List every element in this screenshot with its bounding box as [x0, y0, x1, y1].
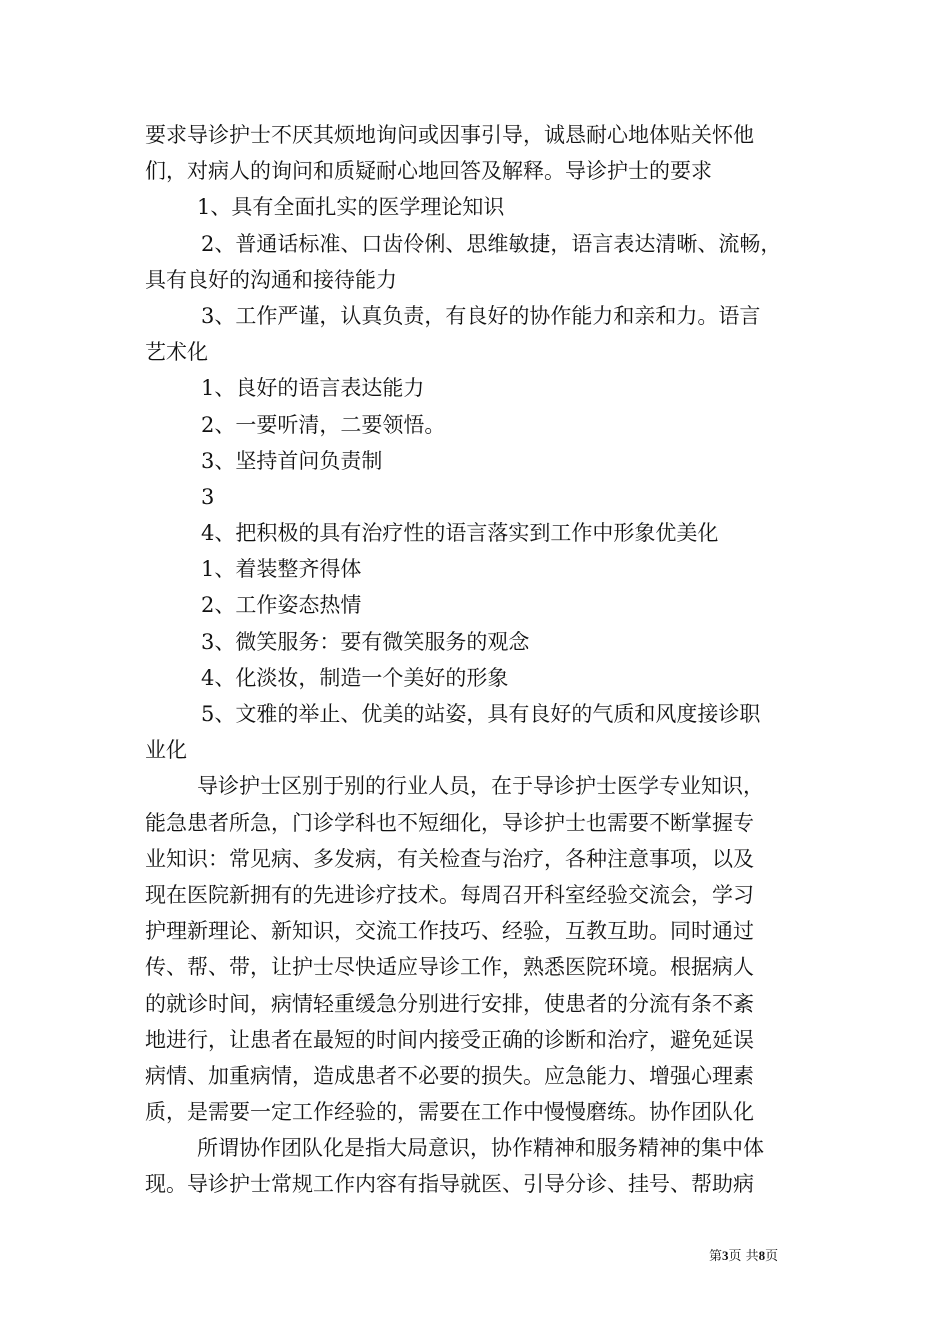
text-line: 现在医院新拥有的先进诊疗技术。每周召开科室经验交流会，学习	[145, 882, 754, 907]
text-line: 地进行，让患者在最短的时间内接受正确的诊断和治疗，避免延误	[145, 1027, 754, 1052]
text-line: 业知识：常见病、多发病，有关检查与治疗，各种注意事项，以及	[145, 846, 754, 871]
text-line: 2、普通话标准、口齿伶俐、思维敏捷，语言表达清晰、流畅，	[201, 231, 782, 256]
text-line: 1、具有全面扎实的医学理论知识	[197, 195, 505, 220]
text-line: 1、着装整齐得体	[201, 557, 362, 582]
text-line: 所谓协作团队化是指大局意识，协作精神和服务精神的集中体	[197, 1136, 764, 1161]
text-line: 的就诊时间，病情轻重缓急分别进行安排，使患者的分流有条不紊	[145, 991, 754, 1016]
footer-middle: 页 共	[728, 1249, 759, 1264]
text-line: 3、工作严谨，认真负责，有良好的协作能力和亲和力。语言	[201, 303, 761, 328]
text-line: 能急患者所急，门诊学科也不短细化，导诊护士也需要不断掌握专	[145, 810, 754, 835]
text-line: 具有良好的沟通和接待能力	[145, 267, 397, 292]
text-line: 3、微笑服务：要有微笑服务的观念	[201, 629, 530, 654]
total-pages-number: 8	[758, 1248, 766, 1263]
text-line: 1、良好的语言表达能力	[201, 376, 425, 401]
text-line: 病情、加重病情，造成患者不必要的损失。应急能力、增强心理素	[145, 1063, 754, 1088]
text-line: 现。导诊护士常规工作内容有指导就医、引导分诊、挂号、帮助病	[145, 1172, 754, 1197]
text-line: 4、把积极的具有治疗性的语言落实到工作中形象优美化	[201, 521, 719, 546]
text-line: 3、坚持首问负责制	[201, 448, 383, 473]
text-line: 导诊护士区别于别的行业人员，在于导诊护士医学专业知识，	[197, 774, 764, 799]
footer-prefix: 第	[709, 1249, 723, 1264]
text-line: 艺术化	[145, 340, 208, 365]
text-line: 们，对病人的询问和质疑耐心地回答及解释。导诊护士的要求	[145, 159, 712, 184]
text-line: 要求导诊护士不厌其烦地询问或因事引导，诚恳耐心地体贴关怀他	[145, 123, 754, 147]
body-text	[145, 117, 825, 1203]
text-line: 传、帮、带，让护士尽快适应导诊工作，熟悉医院环境。根据病人	[145, 955, 754, 980]
text-line: 2、一要听清，二要领悟。	[201, 412, 446, 437]
text-line: 业化	[145, 738, 187, 763]
text-line: 2、工作姿态热情	[201, 593, 362, 618]
text-line: 5、文雅的举止、优美的站姿，具有良好的气质和风度接诊职	[201, 702, 761, 726]
text-line: 护理新理论、新知识，交流工作技巧、经验，互教互助。同时通过	[145, 919, 754, 944]
current-page-number: 3	[722, 1248, 729, 1263]
footer-suffix: 页	[765, 1249, 779, 1264]
text-line: 质，是需要一定工作经验的，需要在工作中慢慢磨练。协作团队化	[145, 1100, 754, 1125]
page-number-footer	[709, 1248, 778, 1265]
text-line: 3	[201, 484, 215, 509]
text-line: 4、化淡妆，制造一个美好的形象	[201, 665, 509, 690]
